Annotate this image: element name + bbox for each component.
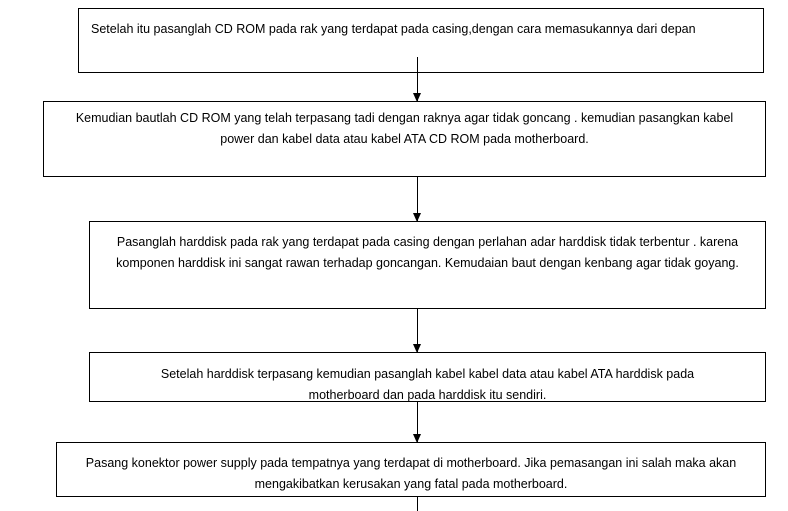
flow-step-5-text: Pasang konektor power supply pada tempatnya yang terdapat di motherboard. Jika pemasangan ini salah maka akan mengakibatkan kerusakan yang fatal pada motherboard. — [85, 456, 737, 491]
flow-step-3 — [89, 221, 766, 309]
flow-step-4 — [89, 352, 766, 402]
flow-continue-line — [417, 497, 418, 511]
flow-step-2 — [43, 101, 766, 177]
flow-arrow-3 — [417, 309, 418, 352]
flow-step-2-text: Kemudian bautlah CD ROM yang telah terpasang tadi dengan raknya agar tidak goncang . kemudian pasangkan kabel power dan kabel data atau kabel ATA CD ROM pada motherboard. — [75, 111, 734, 146]
flow-step-4-text: Setelah harddisk terpasang kemudian pasanglah kabel kabel data atau kabel ATA harddisk pada motherboard dan pada harddisk itu sendiri. — [160, 367, 695, 402]
flow-arrow-4 — [417, 402, 418, 442]
flow-step-1-text: Setelah itu pasanglah CD ROM pada rak yang terdapat pada casing,dengan cara memasukannya dari depan — [91, 22, 696, 36]
flow-step-1 — [78, 8, 764, 73]
flow-step-5 — [56, 442, 766, 497]
flow-arrow-1 — [417, 57, 418, 101]
flow-arrow-2 — [417, 177, 418, 221]
flow-step-3-text: Pasanglah harddisk pada rak yang terdapat pada casing dengan perlahan adar harddisk tidak terbentur . karena komponen harddisk ini sangat rawan terhadap goncangan. Kemudaian baut dengan kenbang agar tidak goyang. — [116, 235, 739, 270]
